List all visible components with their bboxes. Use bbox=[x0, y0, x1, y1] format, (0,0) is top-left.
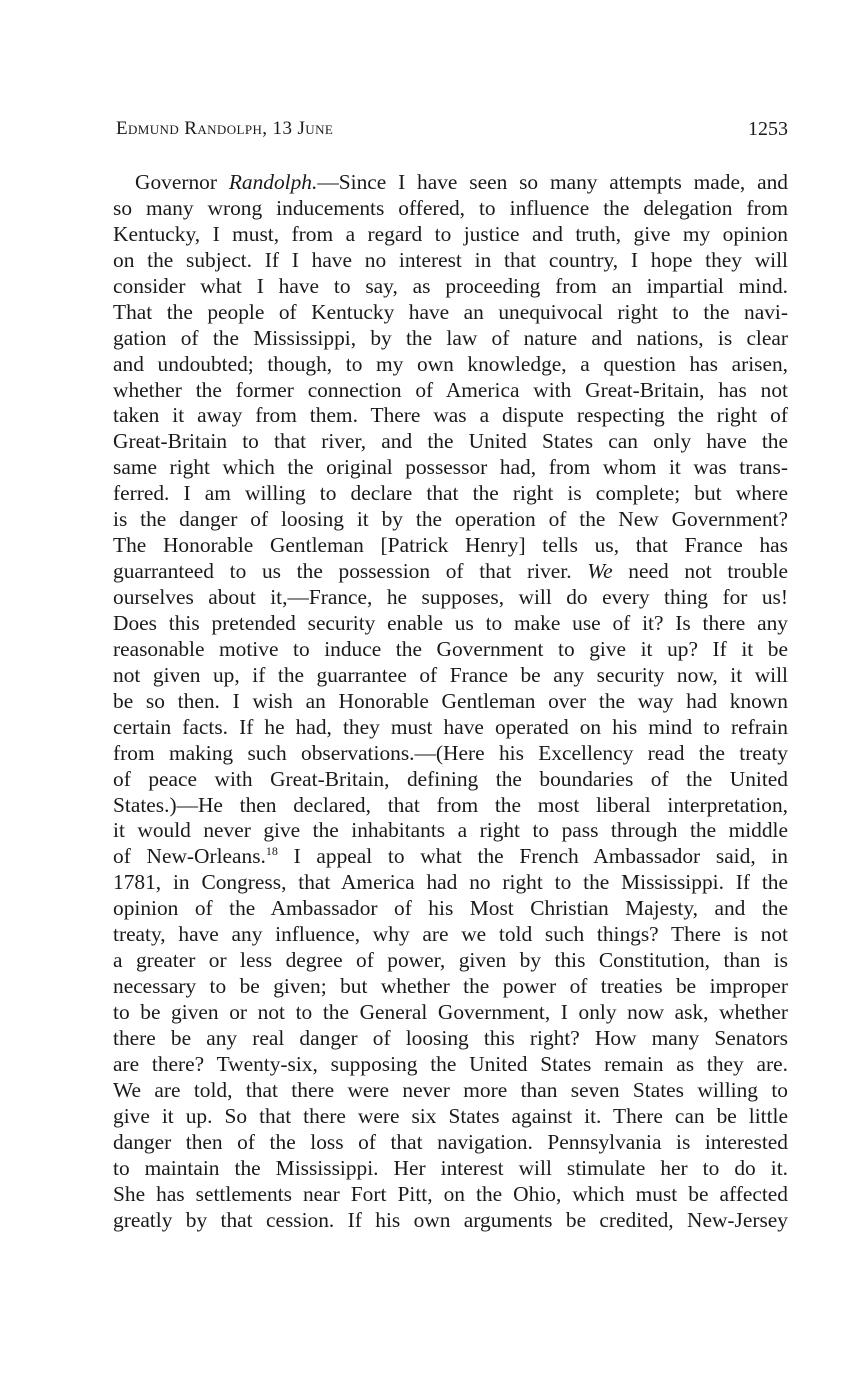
text-line: Does this pretended security enable us to make use of it? Is there any bbox=[113, 610, 788, 635]
text-line: guarranteed to us the possession of that river. We need not trouble bbox=[113, 559, 788, 584]
running-head-title: Edmund Randolph, 13 June bbox=[116, 118, 334, 139]
text-line: not given up, if the guarrantee of France be any security now, it will bbox=[113, 662, 788, 687]
emphasis-we: We bbox=[587, 559, 613, 584]
page-number: 1253 bbox=[748, 118, 788, 140]
body-text bbox=[113, 170, 788, 1233]
text-line: to be given or not to the General Government, I only now ask, whether bbox=[113, 1000, 788, 1024]
text-line: She has settlements near Fort Pitt, on the Ohio, which must be affected bbox=[113, 1181, 788, 1206]
text-line: a greater or less degree of power, given by this Constitution, than is bbox=[113, 948, 788, 973]
text-line: Great-Britain to that river, and the United States can only have the bbox=[113, 429, 788, 454]
text-line: necessary to be given; but whether the power of treaties be improper bbox=[113, 974, 788, 999]
text-line: danger then of the loss of that navigation. Pennsylvania is interested bbox=[113, 1129, 788, 1154]
text-line: That the people of Kentucky have an unequivocal right to the navi- bbox=[113, 299, 788, 324]
text-line: Kentucky, I must, from a regard to justice and truth, give my opinion bbox=[113, 221, 788, 246]
text-line: ourselves about it,—France, he supposes, will do every thing for us! bbox=[113, 585, 788, 609]
text-line: on the subject. If I have no interest in that country, I hope they will bbox=[113, 247, 788, 272]
text-line: from making such observations.—(Here his Excellency read the treaty bbox=[113, 740, 788, 765]
text-line: it would never give the inhabitants a right to pass through the middle bbox=[113, 818, 788, 843]
text-line: Governor Randolph.—Since I have seen so many attempts made, and bbox=[135, 170, 788, 194]
text-line: so many wrong inducements offered, to influence the delegation from bbox=[113, 195, 788, 220]
text-line: ferred. I am willing to declare that the right is complete; but where bbox=[113, 481, 788, 506]
text-line: give it up. So that there were six States against it. There can be little bbox=[113, 1103, 788, 1128]
text-line: consider what I have to say, as proceeding from an impartial mind. bbox=[113, 273, 788, 298]
text-line: whether the former connection of America with Great-Britain, has not bbox=[113, 377, 788, 402]
text-line: to maintain the Mississippi. Her interest will stimulate her to do it. bbox=[113, 1155, 788, 1180]
text-line: gation of the Mississippi, by the law of nature and nations, is clear bbox=[113, 325, 788, 350]
text-line: treaty, have any influence, why are we told such things? There is not bbox=[113, 922, 788, 947]
text-line: The Honorable Gentleman [Patrick Henry] tells us, that France has bbox=[113, 533, 788, 558]
text-line: taken it away from them. There was a dispute respecting the right of bbox=[113, 403, 788, 428]
text-line: certain facts. If he had, they must have operated on his mind to refrain bbox=[113, 714, 788, 739]
text-line: and undoubted; though, to my own knowledge, a question has arisen, bbox=[113, 351, 788, 376]
text-line: of New-Orleans.$^{18}$ I appeal to what the French Ambassador said, in bbox=[113, 844, 788, 869]
text-line: opinion of the Ambassador of his Most Christian Majesty, and the bbox=[113, 896, 788, 921]
text-line: States.)—He then declared, that from the most liberal interpretation, bbox=[113, 792, 788, 817]
text-line: is the danger of loosing it by the operation of the New Government? bbox=[113, 507, 788, 532]
footnote-ref[interactable]: 18 bbox=[265, 844, 278, 859]
text-line: We are told, that there were never more than seven States willing to bbox=[113, 1077, 788, 1102]
speaker-title: Governor bbox=[135, 170, 229, 194]
text-line: 1781, in Congress, that America had no right to the Mississippi. If the bbox=[113, 870, 788, 895]
text-line: reasonable motive to induce the Government to give it up? If it be bbox=[113, 636, 788, 661]
text-line: same right which the original possessor had, from whom it was trans- bbox=[113, 455, 788, 480]
text-line: are there? Twenty-six, supposing the United States remain as they are. bbox=[113, 1051, 788, 1076]
text-line: be so then. I wish an Honorable Gentleman over the way had known bbox=[113, 688, 788, 713]
speaker-name: Randolph. bbox=[228, 170, 318, 194]
text-line: of peace with Great-Britain, defining the boundaries of the United bbox=[113, 766, 788, 791]
text-line: there be any real danger of loosing this right? How many Senators bbox=[113, 1025, 788, 1050]
running-head bbox=[116, 118, 788, 148]
text-line: greatly by that cession. If his own arguments be credited, New-Jersey bbox=[113, 1207, 788, 1232]
